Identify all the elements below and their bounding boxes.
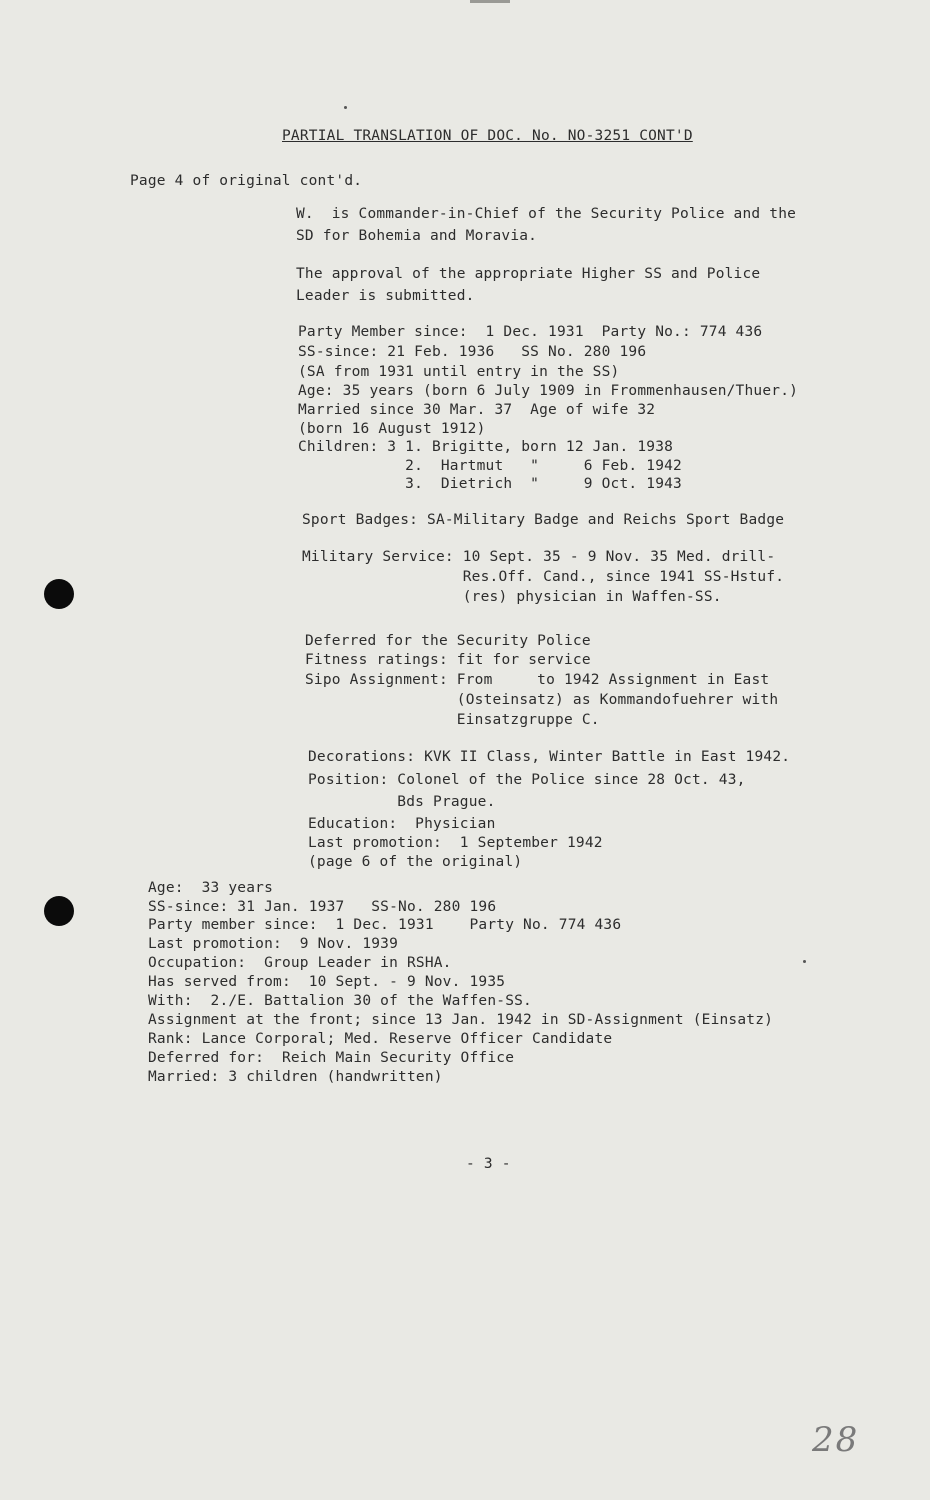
top-edge-mark bbox=[470, 0, 510, 3]
ink-dot bbox=[803, 960, 806, 963]
page6-line-1: Age: 33 years bbox=[148, 880, 274, 896]
personal-line-1: Party Member since: 1 Dec. 1931 Party No.: 774 436 bbox=[298, 324, 763, 340]
page6-line-3: Party member since: 1 Dec. 1931 Party No. 774 436 bbox=[148, 917, 622, 933]
decorations-line: Decorations: KVK II Class, Winter Battle in East 1942. bbox=[308, 749, 791, 765]
deferred-line-2: Fitness ratings: fit for service bbox=[305, 652, 591, 668]
page6-line-4: Last promotion: 9 Nov. 1939 bbox=[148, 936, 399, 952]
page-6-note: (page 6 of the original) bbox=[308, 854, 523, 870]
page-reference: Page 4 of original cont'd. bbox=[130, 173, 363, 189]
deferred-line-1: Deferred for the Security Police bbox=[305, 633, 591, 649]
sport-badges-line: Sport Badges: SA-Military Badge and Reichs Sport Badge bbox=[302, 512, 785, 528]
personal-line-7: Children: 3 1. Brigitte, born 12 Jan. 1938 bbox=[298, 439, 674, 455]
page6-line-11: Married: 3 children (handwritten) bbox=[148, 1069, 443, 1085]
deferred-line-3: Sipo Assignment: From to 1942 Assignment in East bbox=[305, 672, 770, 688]
approval-line-1: The approval of the appropriate Higher SS and Police bbox=[296, 266, 761, 282]
personal-line-3: (SA from 1931 until entry in the SS) bbox=[298, 364, 620, 380]
intro-line-2: SD for Bohemia and Moravia. bbox=[296, 228, 538, 244]
handwritten-page-mark: 28 bbox=[812, 1420, 860, 1460]
position-line-1: Position: Colonel of the Police since 28 Oct. 43, bbox=[308, 772, 746, 788]
military-line-2: Res.Off. Cand., since 1941 SS-Hstuf. bbox=[302, 569, 785, 585]
last-promotion-line: Last promotion: 1 September 1942 bbox=[308, 835, 603, 851]
page6-line-2: SS-since: 31 Jan. 1937 SS-No. 280 196 bbox=[148, 899, 497, 915]
page6-line-9: Rank: Lance Corporal; Med. Reserve Officer Candidate bbox=[148, 1031, 613, 1047]
personal-line-9: 3. Dietrich " 9 Oct. 1943 bbox=[298, 476, 682, 492]
personal-line-8: 2. Hartmut " 6 Feb. 1942 bbox=[298, 458, 682, 474]
page6-line-10: Deferred for: Reich Main Security Office bbox=[148, 1050, 515, 1066]
page6-line-6: Has served from: 10 Sept. - 9 Nov. 1935 bbox=[148, 974, 506, 990]
ink-dot bbox=[344, 106, 347, 109]
personal-line-5: Married since 30 Mar. 37 Age of wife 32 bbox=[298, 402, 656, 418]
punch-hole bbox=[44, 896, 74, 926]
position-line-2: Bds Prague. bbox=[308, 794, 496, 810]
military-line-3: (res) physician in Waffen-SS. bbox=[302, 589, 722, 605]
page6-line-7: With: 2./E. Battalion 30 of the Waffen-SS. bbox=[148, 993, 532, 1009]
deferred-line-4: (Osteinsatz) as Kommandofuehrer with bbox=[305, 692, 779, 708]
page6-line-8: Assignment at the front; since 13 Jan. 1942 in SD-Assignment (Einsatz) bbox=[148, 1012, 774, 1028]
page-number: - 3 - bbox=[466, 1156, 511, 1172]
deferred-line-5: Einsatzgruppe C. bbox=[305, 712, 600, 728]
approval-line-2: Leader is submitted. bbox=[296, 288, 475, 304]
personal-line-2: SS-since: 21 Feb. 1936 SS No. 280 196 bbox=[298, 344, 647, 360]
punch-hole bbox=[44, 579, 74, 609]
page6-line-5: Occupation: Group Leader in RSHA. bbox=[148, 955, 452, 971]
education-line: Education: Physician bbox=[308, 816, 496, 832]
military-line-1: Military Service: 10 Sept. 35 - 9 Nov. 35 Med. drill- bbox=[302, 549, 776, 565]
document-title: PARTIAL TRANSLATION OF DOC. No. NO-3251 CONT'D bbox=[282, 128, 693, 144]
personal-line-4: Age: 35 years (born 6 July 1909 in Frommenhausen/Thuer.) bbox=[298, 383, 799, 399]
intro-line-1: W. is Commander-in-Chief of the Security Police and the bbox=[296, 206, 797, 222]
personal-line-6: (born 16 August 1912) bbox=[298, 421, 486, 437]
